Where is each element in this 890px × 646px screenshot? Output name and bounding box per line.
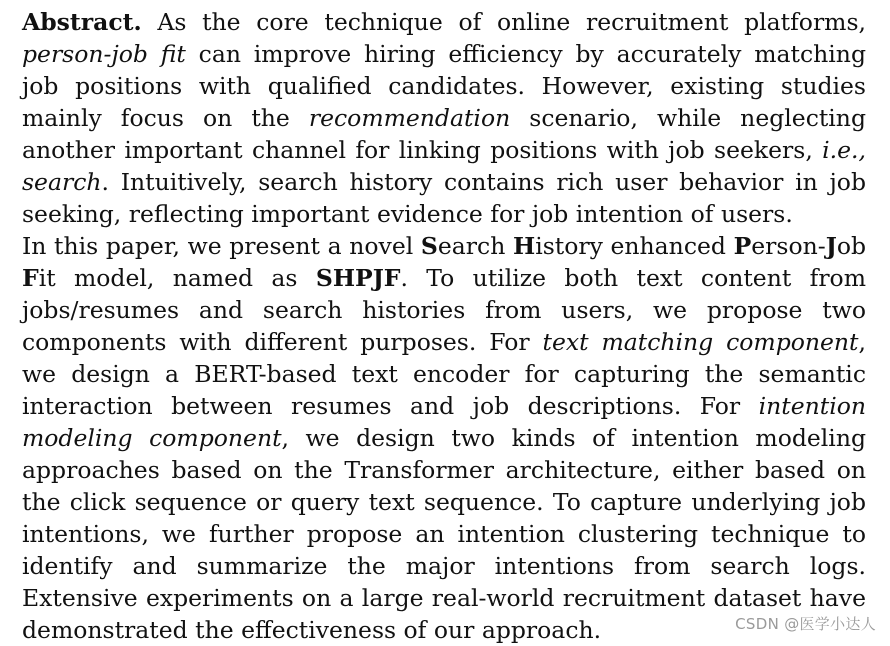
text-run: earch: [437, 232, 513, 260]
text-run: ob: [836, 232, 867, 260]
text-run: can improve hiring efficiency by accurately matching job positions with qualified candidates. However, existing studies mainly focus on the: [22, 40, 866, 132]
text-run: As the core technique of online recruitment platforms,: [141, 8, 866, 36]
acronym-letter: F: [22, 264, 39, 292]
acronym-letter: J: [825, 232, 837, 260]
acronym-letter: H: [512, 232, 536, 260]
emphasis-term: intention modeling component: [22, 392, 866, 452]
abstract-paragraph-1: [22, 6, 866, 230]
abstract-paragraph-2: [22, 230, 866, 646]
text-run: erson-: [751, 232, 826, 260]
text-run: , we design a BERT-based text encoder for capturing the semantic interaction between resumes and job descriptions. For: [22, 328, 866, 420]
text-run: , we design two kinds of intention modeling approaches based on the Transformer architecture, either based on the click sequence or query text sequence. To capture underlying job intentions, we further propose an intention clustering technique to identify and summarize the major intentions from search logs. Extensive experiments on a large real-world recruitment dataset have demonstrated the effectiveness of our approach.: [22, 424, 867, 644]
emphasis-term: i.e., search: [22, 136, 866, 196]
acronym-letter: P: [733, 232, 752, 260]
watermark: CSDN @医学小达人: [735, 615, 876, 633]
text-run: . To utilize both text content from jobs/resumes and search histories from users, we propose two components with different purposes. For: [22, 264, 866, 356]
text-run: istory enhanced: [535, 232, 734, 260]
model-name: SHPJF: [315, 264, 401, 292]
acronym-letter: S: [420, 232, 438, 260]
text-run: In this paper, we present a novel: [22, 232, 421, 260]
emphasis-term: person-job fit: [22, 40, 186, 68]
emphasis-term: text matching component: [542, 328, 859, 356]
text-run: it model, named as: [38, 264, 316, 292]
abstract-section: [22, 6, 866, 646]
abstract-heading: Abstract.: [22, 8, 142, 36]
text-run: . Intuitively, search history contains rich user behavior in job seeking, reflecting important evidence for job intention of users.: [22, 168, 866, 228]
text-run: scenario, while neglecting another important channel for linking positions with job seekers,: [22, 104, 866, 164]
emphasis-term: recommendation: [308, 104, 511, 132]
